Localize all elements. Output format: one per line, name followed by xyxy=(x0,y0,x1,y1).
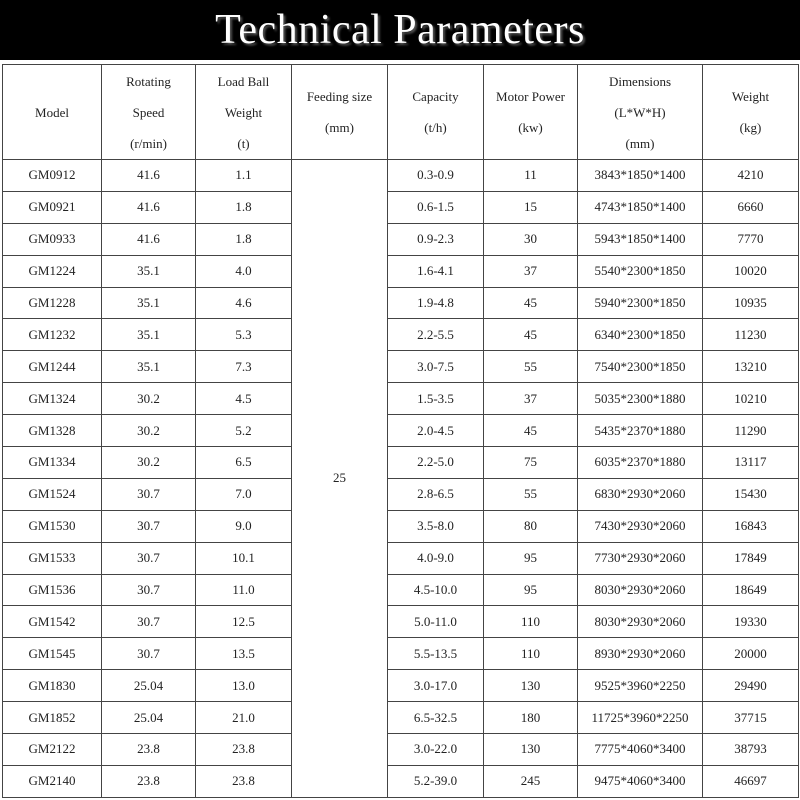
weight-cell: 11230 xyxy=(703,319,799,351)
table-row xyxy=(3,223,799,255)
header-line: Weight xyxy=(731,89,770,104)
rotating-speed-cell: 35.1 xyxy=(102,319,196,351)
motor-power-cell: 180 xyxy=(484,702,578,734)
capacity-header xyxy=(388,65,484,160)
load-ball-weight-cell: 4.5 xyxy=(196,383,292,415)
dimensions-cell: 6035*2370*1880 xyxy=(578,447,703,479)
capacity-cell: 5.2-39.0 xyxy=(388,765,484,797)
model-cell: GM1533 xyxy=(3,542,102,574)
dimensions-cell: 5940*2300*1850 xyxy=(578,287,703,319)
motor-power-cell: 45 xyxy=(484,415,578,447)
rotating-speed-header xyxy=(102,65,196,160)
weight-cell: 10020 xyxy=(703,255,799,287)
model-cell: GM1852 xyxy=(3,702,102,734)
motor-power-cell: 11 xyxy=(484,160,578,192)
header-line: Weight xyxy=(224,104,263,120)
rotating-speed-cell: 41.6 xyxy=(102,191,196,223)
motor-power-cell: 245 xyxy=(484,765,578,797)
header-line: (kw) xyxy=(518,120,543,135)
rotating-speed-cell: 30.7 xyxy=(102,478,196,510)
capacity-cell: 3.0-7.5 xyxy=(388,351,484,383)
table-row xyxy=(3,351,799,383)
table-row xyxy=(3,287,799,319)
motor-power-cell: 15 xyxy=(484,191,578,223)
table-row xyxy=(3,606,799,638)
motor-power-cell: 45 xyxy=(484,287,578,319)
dimensions-cell: 4743*1850*1400 xyxy=(578,191,703,223)
motor-power-cell: 37 xyxy=(484,255,578,287)
motor-power-cell: 75 xyxy=(484,447,578,479)
weight-cell: 7770 xyxy=(703,223,799,255)
rotating-speed-cell: 30.2 xyxy=(102,383,196,415)
load-ball-weight-cell: 23.8 xyxy=(196,734,292,766)
load-ball-weight-cell: 7.3 xyxy=(196,351,292,383)
dimensions-cell: 6340*2300*1850 xyxy=(578,319,703,351)
capacity-cell: 5.5-13.5 xyxy=(388,638,484,670)
model-cell: GM1545 xyxy=(3,638,102,670)
load-ball-weight-cell: 1.1 xyxy=(196,160,292,192)
dimensions-cell: 5435*2370*1880 xyxy=(578,415,703,447)
rotating-speed-cell: 23.8 xyxy=(102,734,196,766)
model-cell: GM1830 xyxy=(3,670,102,702)
dimensions-cell: 8030*2930*2060 xyxy=(578,574,703,606)
model-cell: GM0921 xyxy=(3,191,102,223)
table-row xyxy=(3,574,799,606)
rotating-speed-cell: 30.7 xyxy=(102,638,196,670)
load-ball-weight-cell: 10.1 xyxy=(196,542,292,574)
header-line: Rotating xyxy=(126,73,171,89)
capacity-cell: 2.2-5.0 xyxy=(388,447,484,479)
capacity-cell: 2.2-5.5 xyxy=(388,319,484,351)
load-ball-weight-cell: 11.0 xyxy=(196,574,292,606)
model-header xyxy=(3,65,102,160)
table-row xyxy=(3,478,799,510)
motor-power-header xyxy=(484,65,578,160)
motor-power-cell: 110 xyxy=(484,606,578,638)
dimensions-cell: 5035*2300*1880 xyxy=(578,383,703,415)
weight-cell: 17849 xyxy=(703,542,799,574)
dimensions-header xyxy=(578,65,703,160)
load-ball-weight-cell: 1.8 xyxy=(196,223,292,255)
capacity-cell: 6.5-32.5 xyxy=(388,702,484,734)
feeding-size-cell: 25 xyxy=(292,160,388,798)
weight-cell: 18649 xyxy=(703,574,799,606)
table-row xyxy=(3,447,799,479)
capacity-cell: 4.5-10.0 xyxy=(388,574,484,606)
weight-cell: 11290 xyxy=(703,415,799,447)
model-cell: GM1228 xyxy=(3,287,102,319)
table-row xyxy=(3,765,799,797)
model-cell: GM0933 xyxy=(3,223,102,255)
dimensions-cell: 7540*2300*1850 xyxy=(578,351,703,383)
header-line: Speed xyxy=(132,104,165,120)
load-ball-weight-header xyxy=(196,65,292,160)
weight-header xyxy=(703,65,799,160)
title-banner xyxy=(0,0,800,60)
load-ball-weight-cell: 4.6 xyxy=(196,287,292,319)
weight-cell: 20000 xyxy=(703,638,799,670)
load-ball-weight-cell: 9.0 xyxy=(196,510,292,542)
capacity-cell: 2.0-4.5 xyxy=(388,415,484,447)
rotating-speed-cell: 30.2 xyxy=(102,447,196,479)
table-row xyxy=(3,510,799,542)
rotating-speed-cell: 23.8 xyxy=(102,765,196,797)
load-ball-weight-cell: 1.8 xyxy=(196,191,292,223)
model-cell: GM2122 xyxy=(3,734,102,766)
weight-cell: 37715 xyxy=(703,702,799,734)
capacity-cell: 3.5-8.0 xyxy=(388,510,484,542)
capacity-cell: 1.5-3.5 xyxy=(388,383,484,415)
table-row xyxy=(3,734,799,766)
model-cell: GM1542 xyxy=(3,606,102,638)
load-ball-weight-cell: 13.5 xyxy=(196,638,292,670)
motor-power-cell: 130 xyxy=(484,734,578,766)
header-line: Load Ball xyxy=(217,73,270,89)
motor-power-cell: 95 xyxy=(484,574,578,606)
model-cell: GM1244 xyxy=(3,351,102,383)
rotating-speed-cell: 25.04 xyxy=(102,670,196,702)
weight-cell: 19330 xyxy=(703,606,799,638)
capacity-cell: 3.0-22.0 xyxy=(388,734,484,766)
load-ball-weight-cell: 5.2 xyxy=(196,415,292,447)
dimensions-cell: 9475*4060*3400 xyxy=(578,765,703,797)
dimensions-cell: 7430*2930*2060 xyxy=(578,510,703,542)
header-line: (mm) xyxy=(625,135,655,151)
dimensions-cell: 5943*1850*1400 xyxy=(578,223,703,255)
weight-cell: 10210 xyxy=(703,383,799,415)
weight-cell: 13210 xyxy=(703,351,799,383)
table-row xyxy=(3,319,799,351)
motor-power-cell: 80 xyxy=(484,510,578,542)
table-row xyxy=(3,670,799,702)
capacity-cell: 0.3-0.9 xyxy=(388,160,484,192)
rotating-speed-cell: 41.6 xyxy=(102,160,196,192)
rotating-speed-cell: 30.2 xyxy=(102,415,196,447)
header-line: (t) xyxy=(237,135,250,151)
model-cell: GM1224 xyxy=(3,255,102,287)
weight-cell: 15430 xyxy=(703,478,799,510)
capacity-cell: 1.6-4.1 xyxy=(388,255,484,287)
rotating-speed-cell: 41.6 xyxy=(102,223,196,255)
header-line: (mm) xyxy=(325,120,354,135)
dimensions-cell: 8030*2930*2060 xyxy=(578,606,703,638)
weight-cell: 10935 xyxy=(703,287,799,319)
header-line: Motor Power xyxy=(496,89,565,104)
motor-power-cell: 55 xyxy=(484,478,578,510)
weight-cell: 29490 xyxy=(703,670,799,702)
dimensions-cell: 7775*4060*3400 xyxy=(578,734,703,766)
table-row xyxy=(3,702,799,734)
capacity-cell: 1.9-4.8 xyxy=(388,287,484,319)
header-line: (r/min) xyxy=(130,135,167,151)
weight-cell: 38793 xyxy=(703,734,799,766)
motor-power-cell: 45 xyxy=(484,319,578,351)
rotating-speed-cell: 30.7 xyxy=(102,542,196,574)
motor-power-cell: 130 xyxy=(484,670,578,702)
weight-cell: 46697 xyxy=(703,765,799,797)
header-line: Capacity xyxy=(412,89,459,104)
capacity-cell: 3.0-17.0 xyxy=(388,670,484,702)
model-cell: GM1524 xyxy=(3,478,102,510)
motor-power-cell: 110 xyxy=(484,638,578,670)
feeding-size-header xyxy=(292,65,388,160)
dimensions-cell: 9525*3960*2250 xyxy=(578,670,703,702)
weight-cell: 16843 xyxy=(703,510,799,542)
dimensions-cell: 5540*2300*1850 xyxy=(578,255,703,287)
dimensions-cell: 6830*2930*2060 xyxy=(578,478,703,510)
rotating-speed-cell: 35.1 xyxy=(102,255,196,287)
rotating-speed-cell: 35.1 xyxy=(102,351,196,383)
rotating-speed-cell: 25.04 xyxy=(102,702,196,734)
model-cell: GM1328 xyxy=(3,415,102,447)
model-cell: GM1536 xyxy=(3,574,102,606)
dimensions-cell: 11725*3960*2250 xyxy=(578,702,703,734)
load-ball-weight-cell: 7.0 xyxy=(196,478,292,510)
capacity-cell: 0.6-1.5 xyxy=(388,191,484,223)
capacity-cell: 5.0-11.0 xyxy=(388,606,484,638)
motor-power-cell: 95 xyxy=(484,542,578,574)
load-ball-weight-cell: 12.5 xyxy=(196,606,292,638)
header-line: (L*W*H) xyxy=(614,104,666,120)
model-cell: GM1530 xyxy=(3,510,102,542)
header-line: Dimensions xyxy=(608,73,672,89)
weight-cell: 6660 xyxy=(703,191,799,223)
header-line: (kg) xyxy=(739,120,762,135)
motor-power-cell: 30 xyxy=(484,223,578,255)
table-row xyxy=(3,160,799,192)
load-ball-weight-cell: 21.0 xyxy=(196,702,292,734)
table-row xyxy=(3,191,799,223)
load-ball-weight-cell: 5.3 xyxy=(196,319,292,351)
load-ball-weight-cell: 6.5 xyxy=(196,447,292,479)
rotating-speed-cell: 30.7 xyxy=(102,510,196,542)
dimensions-cell: 3843*1850*1400 xyxy=(578,160,703,192)
technical-parameters-table xyxy=(2,64,799,798)
rotating-speed-cell: 35.1 xyxy=(102,287,196,319)
load-ball-weight-cell: 4.0 xyxy=(196,255,292,287)
rotating-speed-cell: 30.7 xyxy=(102,574,196,606)
model-cell: GM1334 xyxy=(3,447,102,479)
table-row xyxy=(3,255,799,287)
dimensions-cell: 8930*2930*2060 xyxy=(578,638,703,670)
load-ball-weight-cell: 13.0 xyxy=(196,670,292,702)
model-cell: GM1232 xyxy=(3,319,102,351)
page-title: Technical Parameters xyxy=(215,7,585,53)
header-line: Feeding size xyxy=(306,89,373,104)
table-row xyxy=(3,383,799,415)
capacity-cell: 2.8-6.5 xyxy=(388,478,484,510)
weight-cell: 13117 xyxy=(703,447,799,479)
header-line: (t/h) xyxy=(424,120,447,135)
table-row xyxy=(3,638,799,670)
model-cell: GM0912 xyxy=(3,160,102,192)
capacity-cell: 0.9-2.3 xyxy=(388,223,484,255)
table-row xyxy=(3,415,799,447)
model-cell: GM1324 xyxy=(3,383,102,415)
model-cell: GM2140 xyxy=(3,765,102,797)
table-body xyxy=(3,160,799,798)
rotating-speed-cell: 30.7 xyxy=(102,606,196,638)
header-row xyxy=(3,65,799,160)
load-ball-weight-cell: 23.8 xyxy=(196,765,292,797)
dimensions-cell: 7730*2930*2060 xyxy=(578,542,703,574)
motor-power-cell: 55 xyxy=(484,351,578,383)
weight-cell: 4210 xyxy=(703,160,799,192)
capacity-cell: 4.0-9.0 xyxy=(388,542,484,574)
motor-power-cell: 37 xyxy=(484,383,578,415)
header-line: Model xyxy=(35,104,69,120)
table-row xyxy=(3,542,799,574)
